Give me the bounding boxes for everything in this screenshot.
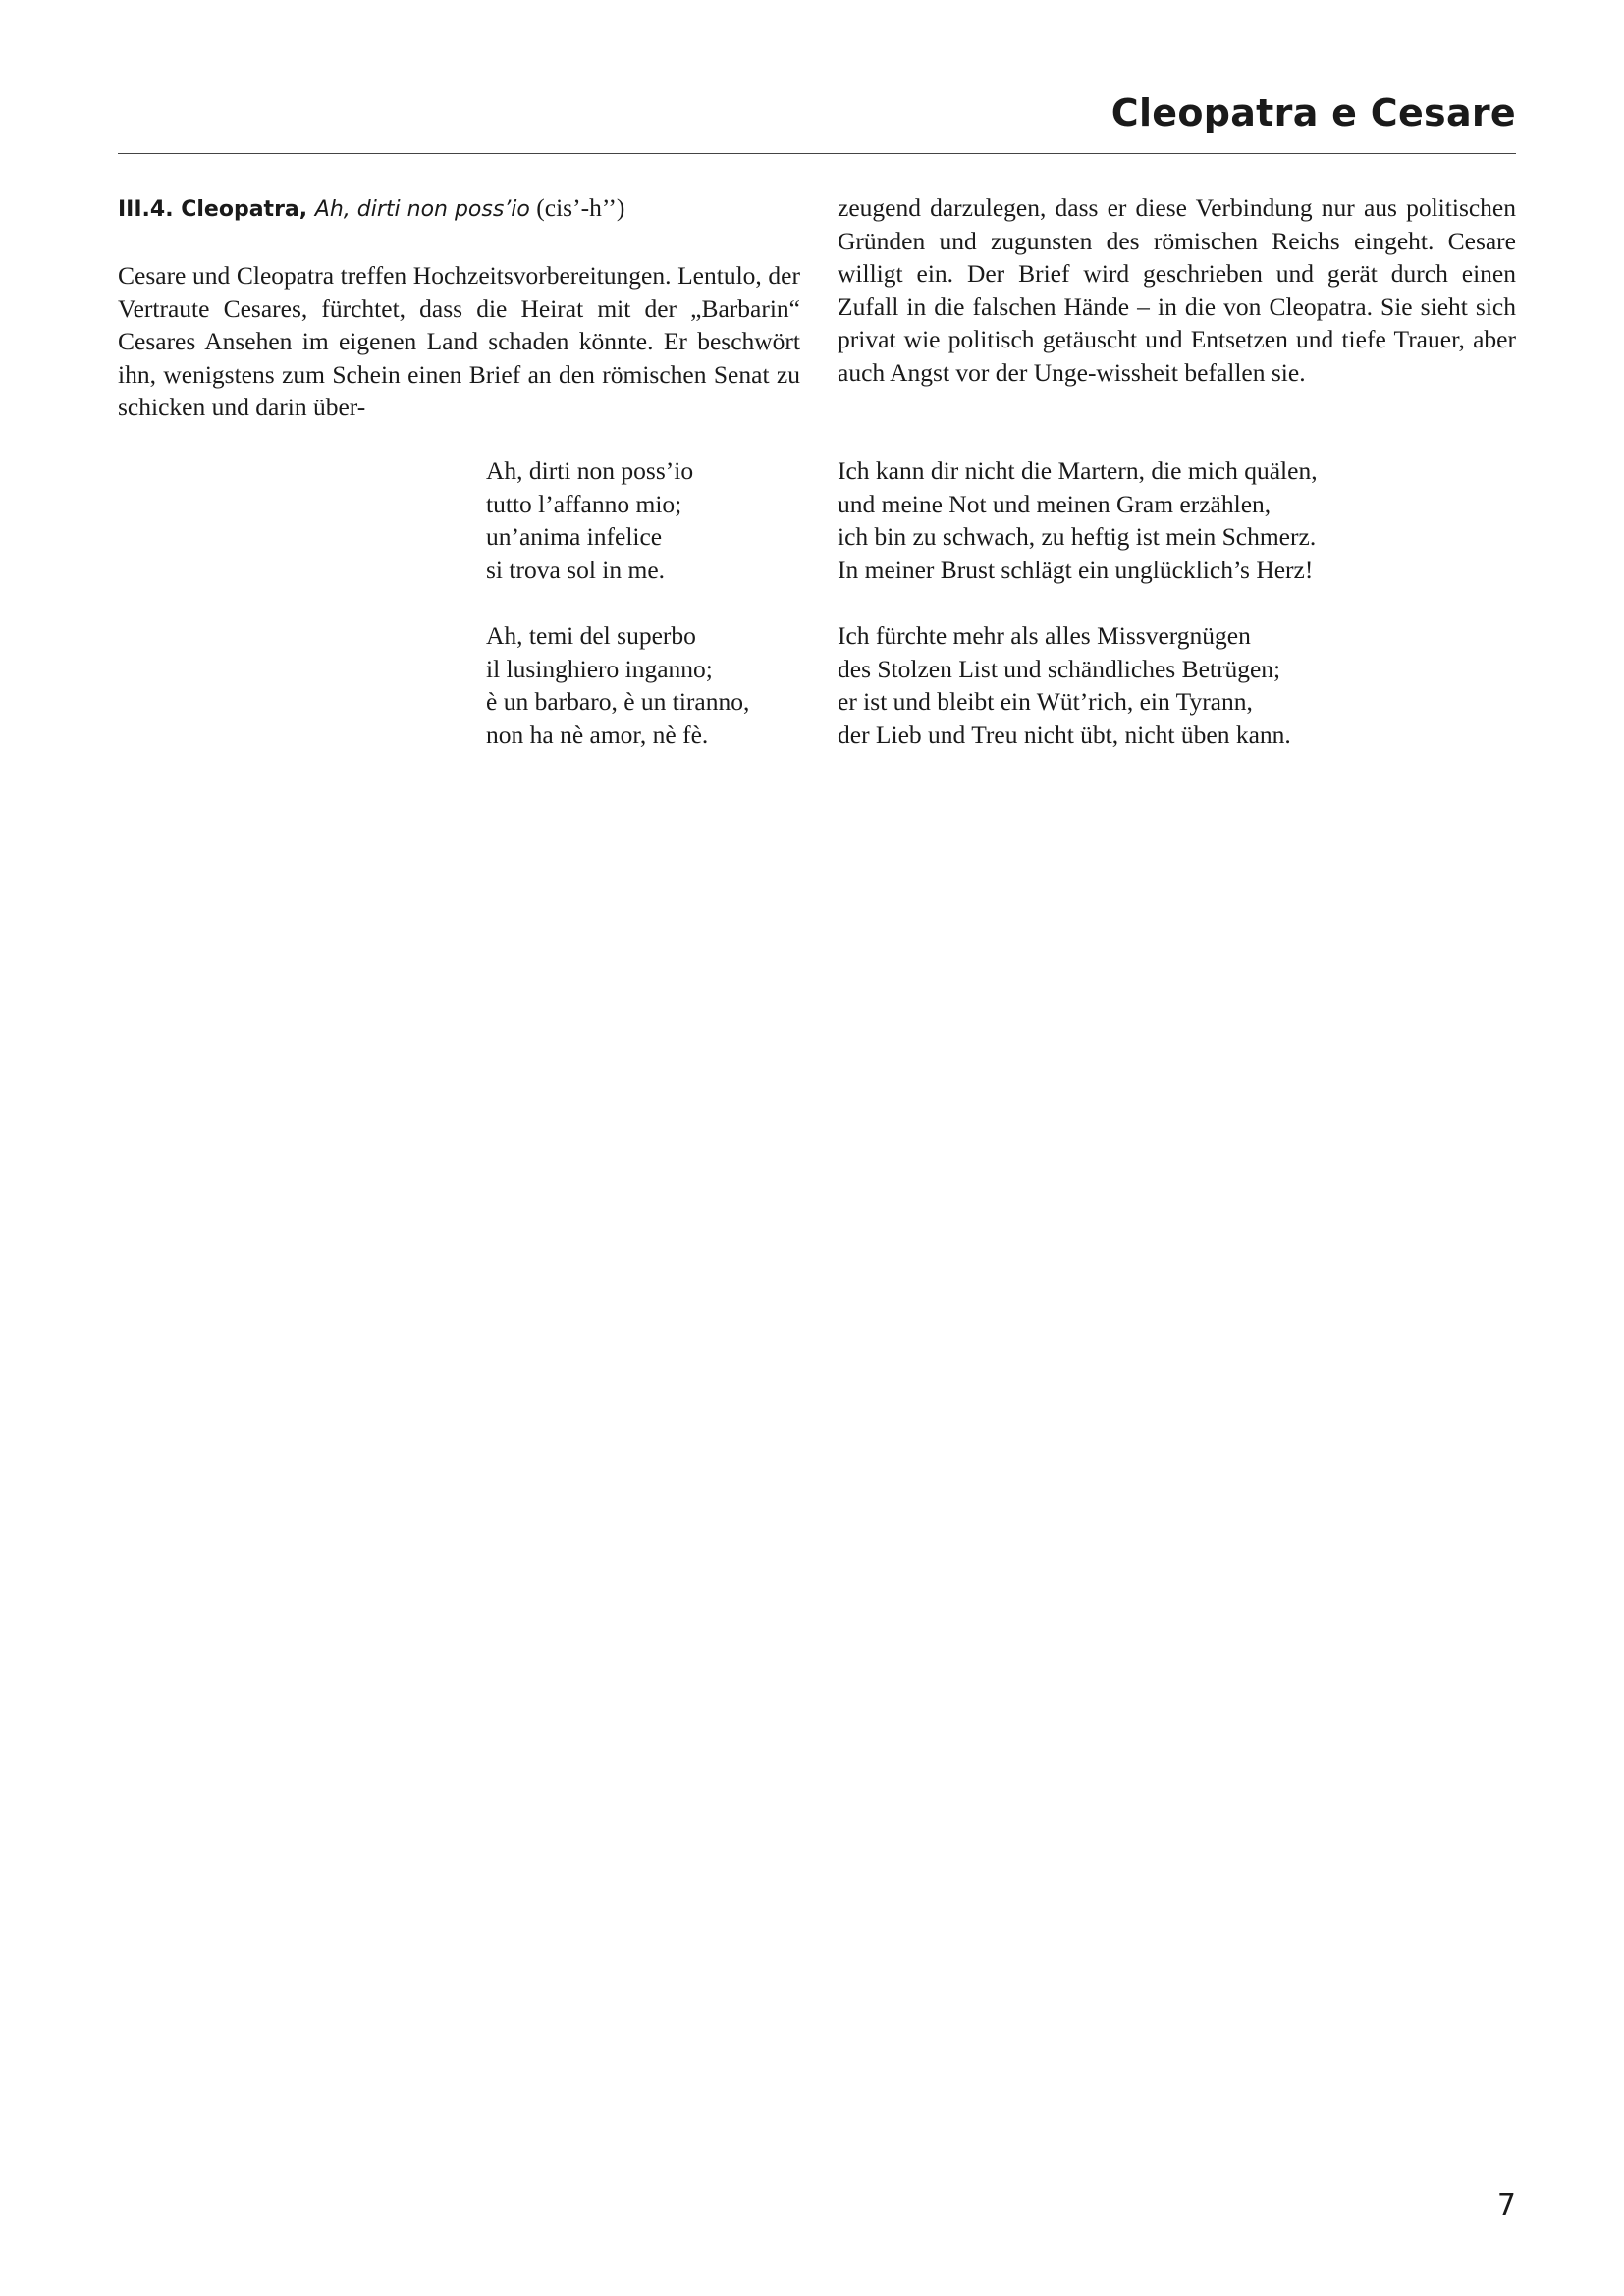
german-stanza-2	[838, 619, 1525, 751]
page-number: 7	[1496, 2188, 1516, 2222]
section-heading	[118, 191, 800, 227]
verse-line: Ah, dirti non poss’io	[486, 456, 694, 485]
verse-line: Ich fürchte mehr als alles Missvergnügen	[838, 621, 1251, 650]
page-title: Cleopatra e Cesare	[1110, 91, 1516, 134]
section-number-title: III.4. Cleopatra,	[118, 197, 315, 222]
summary-paragraph-right: zeugend darzulegen, dass er diese Verbindung nur aus politischen Gründen und zugunsten des römischen Reichs eingeht. Cesare willigt ein. Der Brief wird geschrieben und gerät durch einen Zufall in die falschen Hände – in die von Cleopatra. Sie sieht sich privat wie politisch getäuscht und Entsetzen und tiefe Trauer, aber auch Angst vor der Unge-wissheit befallen sie.	[838, 193, 1516, 387]
summary-paragraph-left: Cesare und Cleopatra treffen Hochzeitsvorbereitungen. Lentulo, der Vertraute Cesares, fürchtet, dass die Heirat mit der „Barbarin“ Cesares Ansehen im eigenen Land schaden könnte. Er beschwört ihn, wenigstens zum Schein einen Brief an den römischen Senat zu schicken und darin über-	[118, 261, 800, 421]
verse-line: si trova sol in me.	[486, 555, 666, 584]
italian-stanza-2	[486, 619, 810, 751]
verse-line: il lusinghiero inganno;	[486, 654, 713, 683]
german-stanza-1	[838, 454, 1525, 586]
italian-stanza-1	[486, 454, 810, 586]
vocal-range: (cis’-h’’)	[529, 193, 625, 222]
verse-line: ich bin zu schwach, zu heftig ist mein Schmerz.	[838, 522, 1317, 551]
verse-line: der Lieb und Treu nicht übt, nicht üben kann.	[838, 720, 1291, 749]
verse-line: des Stolzen List und schändliches Betrügen;	[838, 654, 1281, 683]
verse-line: Ah, temi del superbo	[486, 621, 696, 650]
verse-line: non ha nè amor, nè fè.	[486, 720, 709, 749]
verse-line: un’anima infelice	[486, 522, 663, 551]
verse-line: er ist und bleibt ein Wüt’rich, ein Tyrann,	[838, 687, 1253, 716]
header-rule	[118, 153, 1516, 154]
verse-line: und meine Not und meinen Gram erzählen,	[838, 489, 1272, 518]
right-column	[838, 191, 1516, 389]
aria-title: Ah, dirti non poss’io	[314, 197, 530, 222]
verse-line: tutto l’affanno mio;	[486, 489, 682, 518]
verse-line: è un barbaro, è un tiranno,	[486, 687, 750, 716]
verse-line: In meiner Brust schlägt ein unglücklich’s Herz!	[838, 555, 1314, 584]
verse-line: Ich kann dir nicht die Martern, die mich quälen,	[838, 456, 1318, 485]
left-column	[118, 191, 800, 424]
